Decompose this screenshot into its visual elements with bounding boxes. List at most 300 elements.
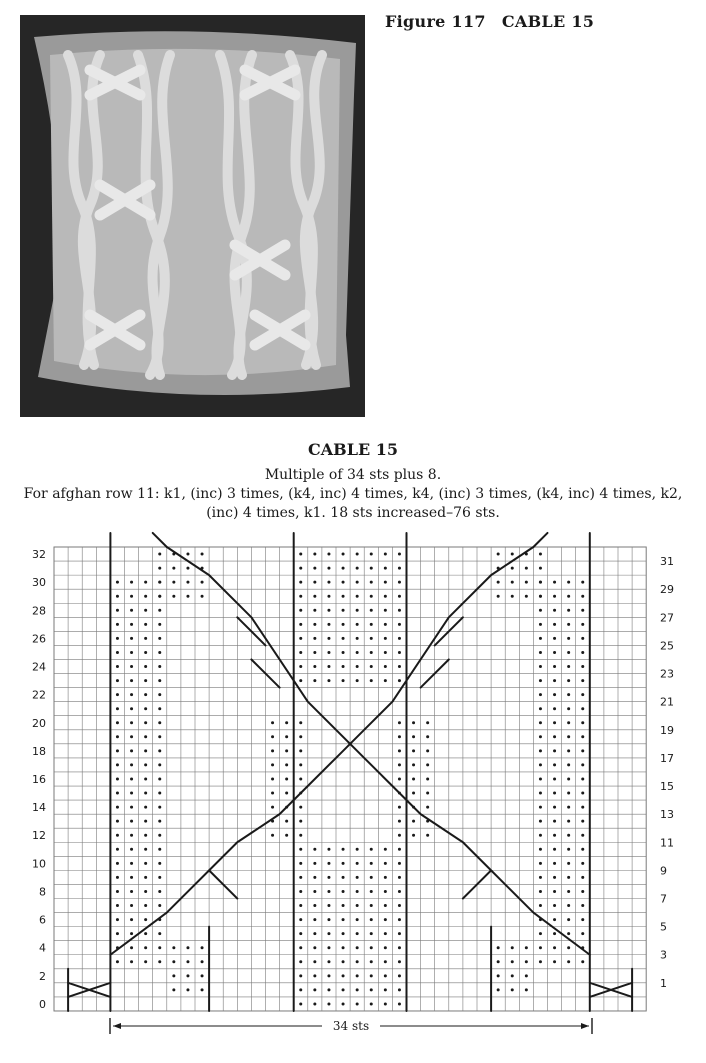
purl-dot — [553, 623, 556, 626]
purl-dot — [172, 567, 175, 570]
purl-dot — [370, 623, 373, 626]
purl-dot — [313, 974, 316, 977]
purl-dot — [342, 651, 345, 654]
purl-dot — [116, 665, 119, 668]
purl-dot — [497, 946, 500, 949]
purl-dot — [172, 581, 175, 584]
row-label-left: 20 — [32, 716, 46, 730]
row-label-left: 32 — [32, 548, 46, 562]
purl-dot — [327, 1002, 330, 1005]
purl-dot — [130, 848, 133, 851]
purl-dot — [158, 876, 161, 879]
purl-dot — [130, 777, 133, 780]
purl-dot — [144, 693, 147, 696]
purl-dot — [201, 960, 204, 963]
purl-dot — [426, 763, 429, 766]
purl-dot — [158, 932, 161, 935]
purl-dot — [158, 707, 161, 710]
purl-dot — [511, 960, 514, 963]
row-label-right: 15 — [660, 780, 674, 794]
purl-dot — [116, 609, 119, 612]
purl-dot — [144, 848, 147, 851]
row-label-right: 29 — [660, 583, 674, 597]
row-label-left: 16 — [32, 772, 46, 786]
purl-dot — [384, 581, 387, 584]
purl-dot — [370, 918, 373, 921]
purl-dot — [356, 890, 359, 893]
purl-dot — [130, 721, 133, 724]
purl-dot — [581, 862, 584, 865]
purl-dot — [398, 637, 401, 640]
purl-dot — [412, 820, 415, 823]
purl-dot — [285, 721, 288, 724]
purl-dot — [158, 665, 161, 668]
purl-dot — [553, 862, 556, 865]
purl-dot — [158, 749, 161, 752]
purl-dot — [356, 988, 359, 991]
row-label-right: 27 — [660, 611, 674, 625]
purl-dot — [186, 567, 189, 570]
purl-dot — [342, 946, 345, 949]
purl-dot — [384, 665, 387, 668]
purl-dot — [398, 623, 401, 626]
purl-dot — [144, 918, 147, 921]
purl-dot — [313, 848, 316, 851]
cable-chart — [0, 530, 706, 1050]
purl-dot — [384, 848, 387, 851]
purl-dot — [384, 623, 387, 626]
purl-dot — [285, 792, 288, 795]
purl-dot — [581, 679, 584, 682]
purl-dot — [158, 946, 161, 949]
purl-dot — [356, 904, 359, 907]
purl-dot — [412, 735, 415, 738]
purl-dot — [356, 637, 359, 640]
purl-dot — [327, 679, 330, 682]
purl-dot — [384, 946, 387, 949]
purl-dot — [426, 721, 429, 724]
purl-dot — [313, 623, 316, 626]
purl-dot — [158, 960, 161, 963]
row-label-left: 10 — [32, 857, 46, 871]
purl-dot — [553, 637, 556, 640]
purl-dot — [356, 581, 359, 584]
description-line-3: (inc) 4 times, k1. 18 sts increased–76 sts. — [206, 505, 500, 521]
purl-dot — [299, 932, 302, 935]
purl-dot — [581, 609, 584, 612]
purl-dot — [130, 932, 133, 935]
purl-dot — [144, 820, 147, 823]
purl-dot — [511, 595, 514, 598]
purl-dot — [398, 735, 401, 738]
purl-dot — [186, 553, 189, 556]
purl-dot — [313, 918, 316, 921]
purl-dot — [116, 595, 119, 598]
purl-dot — [539, 721, 542, 724]
purl-dot — [539, 820, 542, 823]
purl-dot — [158, 834, 161, 837]
purl-dot — [201, 946, 204, 949]
row-label-right: 5 — [660, 920, 667, 934]
purl-dot — [398, 553, 401, 556]
purl-dot — [342, 960, 345, 963]
purl-dot — [398, 960, 401, 963]
purl-dot — [581, 904, 584, 907]
purl-dot — [158, 693, 161, 696]
purl-dot — [384, 974, 387, 977]
purl-dot — [144, 862, 147, 865]
purl-dot — [567, 707, 570, 710]
purl-dot — [313, 567, 316, 570]
purl-dot — [356, 974, 359, 977]
row-label-left: 12 — [32, 829, 46, 843]
purl-dot — [327, 623, 330, 626]
purl-dot — [144, 623, 147, 626]
purl-dot — [539, 792, 542, 795]
purl-dot — [553, 651, 556, 654]
purl-dot — [539, 651, 542, 654]
purl-dot — [299, 806, 302, 809]
purl-dot — [398, 595, 401, 598]
purl-dot — [370, 876, 373, 879]
purl-dot — [398, 806, 401, 809]
purl-dot — [539, 735, 542, 738]
purl-dot — [384, 637, 387, 640]
purl-dot — [158, 862, 161, 865]
purl-dot — [172, 988, 175, 991]
purl-dot — [327, 890, 330, 893]
purl-dot — [144, 651, 147, 654]
purl-dot — [511, 553, 514, 556]
purl-dot — [271, 806, 274, 809]
purl-dot — [327, 946, 330, 949]
purl-dot — [370, 595, 373, 598]
purl-dot — [116, 721, 119, 724]
purl-dot — [398, 665, 401, 668]
purl-dot — [539, 553, 542, 556]
purl-dot — [285, 820, 288, 823]
purl-dot — [116, 918, 119, 921]
purl-dot — [285, 763, 288, 766]
purl-dot — [130, 637, 133, 640]
purl-dot — [299, 946, 302, 949]
purl-dot — [356, 595, 359, 598]
purl-dot — [370, 904, 373, 907]
purl-dot — [299, 679, 302, 682]
purl-dot — [525, 595, 528, 598]
purl-dot — [342, 665, 345, 668]
row-label-left: 2 — [39, 969, 46, 983]
purl-dot — [567, 820, 570, 823]
purl-dot — [158, 777, 161, 780]
purl-dot — [370, 679, 373, 682]
purl-dot — [313, 988, 316, 991]
purl-dot — [398, 848, 401, 851]
purl-dot — [299, 1002, 302, 1005]
purl-dot — [130, 609, 133, 612]
purl-dot — [342, 890, 345, 893]
purl-dot — [525, 988, 528, 991]
purl-dot — [130, 693, 133, 696]
purl-dot — [285, 735, 288, 738]
purl-dot — [525, 567, 528, 570]
row-label-left: 28 — [32, 604, 46, 618]
purl-dot — [299, 595, 302, 598]
purl-dot — [158, 904, 161, 907]
purl-dot — [313, 595, 316, 598]
description-line-1: Multiple of 34 sts plus 8. — [264, 467, 442, 483]
purl-dot — [412, 792, 415, 795]
purl-dot — [116, 735, 119, 738]
purl-dot — [285, 749, 288, 752]
purl-dot — [144, 581, 147, 584]
purl-dot — [370, 637, 373, 640]
purl-dot — [299, 721, 302, 724]
purl-dot — [553, 960, 556, 963]
purl-dot — [398, 581, 401, 584]
purl-dot — [130, 806, 133, 809]
purl-dot — [313, 609, 316, 612]
purl-dot — [567, 595, 570, 598]
section-title: CABLE 15 — [308, 440, 398, 459]
purl-dot — [539, 834, 542, 837]
purl-dot — [398, 820, 401, 823]
purl-dot — [370, 988, 373, 991]
repeat-label: 34 sts — [332, 1019, 370, 1033]
purl-dot — [130, 763, 133, 766]
purl-dot — [356, 918, 359, 921]
purl-dot — [313, 651, 316, 654]
purl-dot — [511, 581, 514, 584]
purl-dot — [581, 763, 584, 766]
purl-dot — [539, 693, 542, 696]
purl-dot — [158, 820, 161, 823]
purl-dot — [327, 988, 330, 991]
purl-dot — [356, 623, 359, 626]
purl-dot — [426, 792, 429, 795]
purl-dot — [299, 876, 302, 879]
purl-dot — [271, 735, 274, 738]
purl-dot — [130, 834, 133, 837]
row-label-left: 30 — [32, 576, 46, 590]
purl-dot — [581, 834, 584, 837]
purl-dot — [313, 679, 316, 682]
row-label-left: 14 — [32, 801, 46, 815]
purl-dot — [511, 567, 514, 570]
purl-dot — [553, 876, 556, 879]
purl-dot — [342, 679, 345, 682]
purl-dot — [130, 595, 133, 598]
purl-dot — [384, 651, 387, 654]
purl-dot — [116, 876, 119, 879]
purl-dot — [426, 749, 429, 752]
purl-dot — [313, 876, 316, 879]
purl-dot — [525, 581, 528, 584]
purl-dot — [567, 665, 570, 668]
purl-dot — [130, 862, 133, 865]
purl-dot — [186, 988, 189, 991]
purl-dot — [313, 890, 316, 893]
purl-dot — [525, 960, 528, 963]
purl-dot — [313, 904, 316, 907]
purl-dot — [158, 792, 161, 795]
purl-dot — [567, 960, 570, 963]
purl-dot — [553, 820, 556, 823]
purl-dot — [539, 609, 542, 612]
purl-dot — [144, 777, 147, 780]
row-label-right: 17 — [660, 751, 674, 765]
purl-dot — [144, 960, 147, 963]
purl-dot — [116, 792, 119, 795]
purl-dot — [172, 974, 175, 977]
purl-dot — [356, 609, 359, 612]
purl-dot — [567, 918, 570, 921]
purl-dot — [567, 862, 570, 865]
purl-dot — [130, 820, 133, 823]
purl-dot — [398, 721, 401, 724]
purl-dot — [426, 735, 429, 738]
purl-dot — [398, 904, 401, 907]
purl-dot — [553, 848, 556, 851]
purl-dot — [299, 735, 302, 738]
purl-dot — [299, 637, 302, 640]
purl-dot — [327, 904, 330, 907]
purl-dot — [130, 904, 133, 907]
purl-dot — [581, 749, 584, 752]
purl-dot — [299, 862, 302, 865]
row-label-right: 13 — [660, 808, 674, 822]
purl-dot — [370, 553, 373, 556]
purl-dot — [201, 581, 204, 584]
purl-dot — [158, 609, 161, 612]
purl-dot — [553, 735, 556, 738]
purl-dot — [116, 904, 119, 907]
purl-dot — [553, 693, 556, 696]
purl-dot — [581, 721, 584, 724]
purl-dot — [285, 777, 288, 780]
purl-dot — [370, 848, 373, 851]
purl-dot — [144, 946, 147, 949]
purl-dot — [553, 918, 556, 921]
purl-dot — [116, 693, 119, 696]
purl-dot — [144, 637, 147, 640]
purl-dot — [398, 974, 401, 977]
purl-dot — [158, 651, 161, 654]
description-line-2: For afghan row 11: k1, (inc) 3 times, (k4, inc) 4 times, k4, (inc) 3 times, (k4, inc) 4 times, k2, — [23, 486, 683, 502]
row-label-right: 3 — [660, 948, 667, 962]
purl-dot — [567, 904, 570, 907]
purl-dot — [327, 932, 330, 935]
purl-dot — [398, 567, 401, 570]
row-label-right: 1 — [660, 976, 667, 990]
purl-dot — [581, 595, 584, 598]
purl-dot — [327, 876, 330, 879]
purl-dot — [553, 792, 556, 795]
purl-dot — [567, 777, 570, 780]
purl-dot — [172, 595, 175, 598]
purl-dot — [144, 792, 147, 795]
purl-dot — [553, 707, 556, 710]
purl-dot — [130, 623, 133, 626]
purl-dot — [398, 763, 401, 766]
purl-dot — [299, 623, 302, 626]
purl-dot — [539, 777, 542, 780]
purl-dot — [186, 974, 189, 977]
purl-dot — [158, 567, 161, 570]
purl-dot — [130, 876, 133, 879]
purl-dot — [398, 890, 401, 893]
purl-dot — [398, 932, 401, 935]
purl-dot — [342, 918, 345, 921]
purl-dot — [356, 960, 359, 963]
purl-dot — [581, 820, 584, 823]
knitted-swatch-photo — [20, 15, 365, 417]
purl-dot — [144, 876, 147, 879]
purl-dot — [581, 876, 584, 879]
purl-dot — [539, 946, 542, 949]
purl-dot — [539, 862, 542, 865]
purl-dot — [342, 623, 345, 626]
purl-dot — [567, 876, 570, 879]
purl-dot — [116, 777, 119, 780]
purl-dot — [511, 988, 514, 991]
purl-dot — [356, 932, 359, 935]
purl-dot — [342, 974, 345, 977]
purl-dot — [299, 609, 302, 612]
purl-dot — [370, 974, 373, 977]
purl-dot — [412, 834, 415, 837]
purl-dot — [186, 581, 189, 584]
purl-dot — [186, 595, 189, 598]
purl-dot — [158, 637, 161, 640]
purl-dot — [116, 890, 119, 893]
row-label-left: 24 — [32, 660, 46, 674]
purl-dot — [299, 581, 302, 584]
purl-dot — [553, 777, 556, 780]
purl-dot — [130, 665, 133, 668]
pattern-description — [0, 466, 706, 523]
purl-dot — [158, 806, 161, 809]
purl-dot — [412, 721, 415, 724]
purl-dot — [313, 932, 316, 935]
purl-dot — [299, 820, 302, 823]
purl-dot — [384, 918, 387, 921]
row-label-right: 11 — [660, 836, 674, 850]
purl-dot — [130, 735, 133, 738]
purl-dot — [539, 679, 542, 682]
purl-dot — [567, 834, 570, 837]
purl-dot — [271, 834, 274, 837]
purl-dot — [201, 974, 204, 977]
purl-dot — [116, 848, 119, 851]
purl-dot — [299, 553, 302, 556]
purl-dot — [581, 665, 584, 668]
purl-dot — [384, 595, 387, 598]
purl-dot — [327, 609, 330, 612]
row-label-left: 6 — [39, 913, 46, 927]
purl-dot — [539, 876, 542, 879]
purl-dot — [158, 553, 161, 556]
purl-dot — [144, 834, 147, 837]
purl-dot — [426, 806, 429, 809]
purl-dot — [497, 595, 500, 598]
purl-dot — [370, 946, 373, 949]
purl-dot — [116, 623, 119, 626]
purl-dot — [299, 960, 302, 963]
purl-dot — [384, 1002, 387, 1005]
purl-dot — [553, 595, 556, 598]
purl-dot — [144, 904, 147, 907]
